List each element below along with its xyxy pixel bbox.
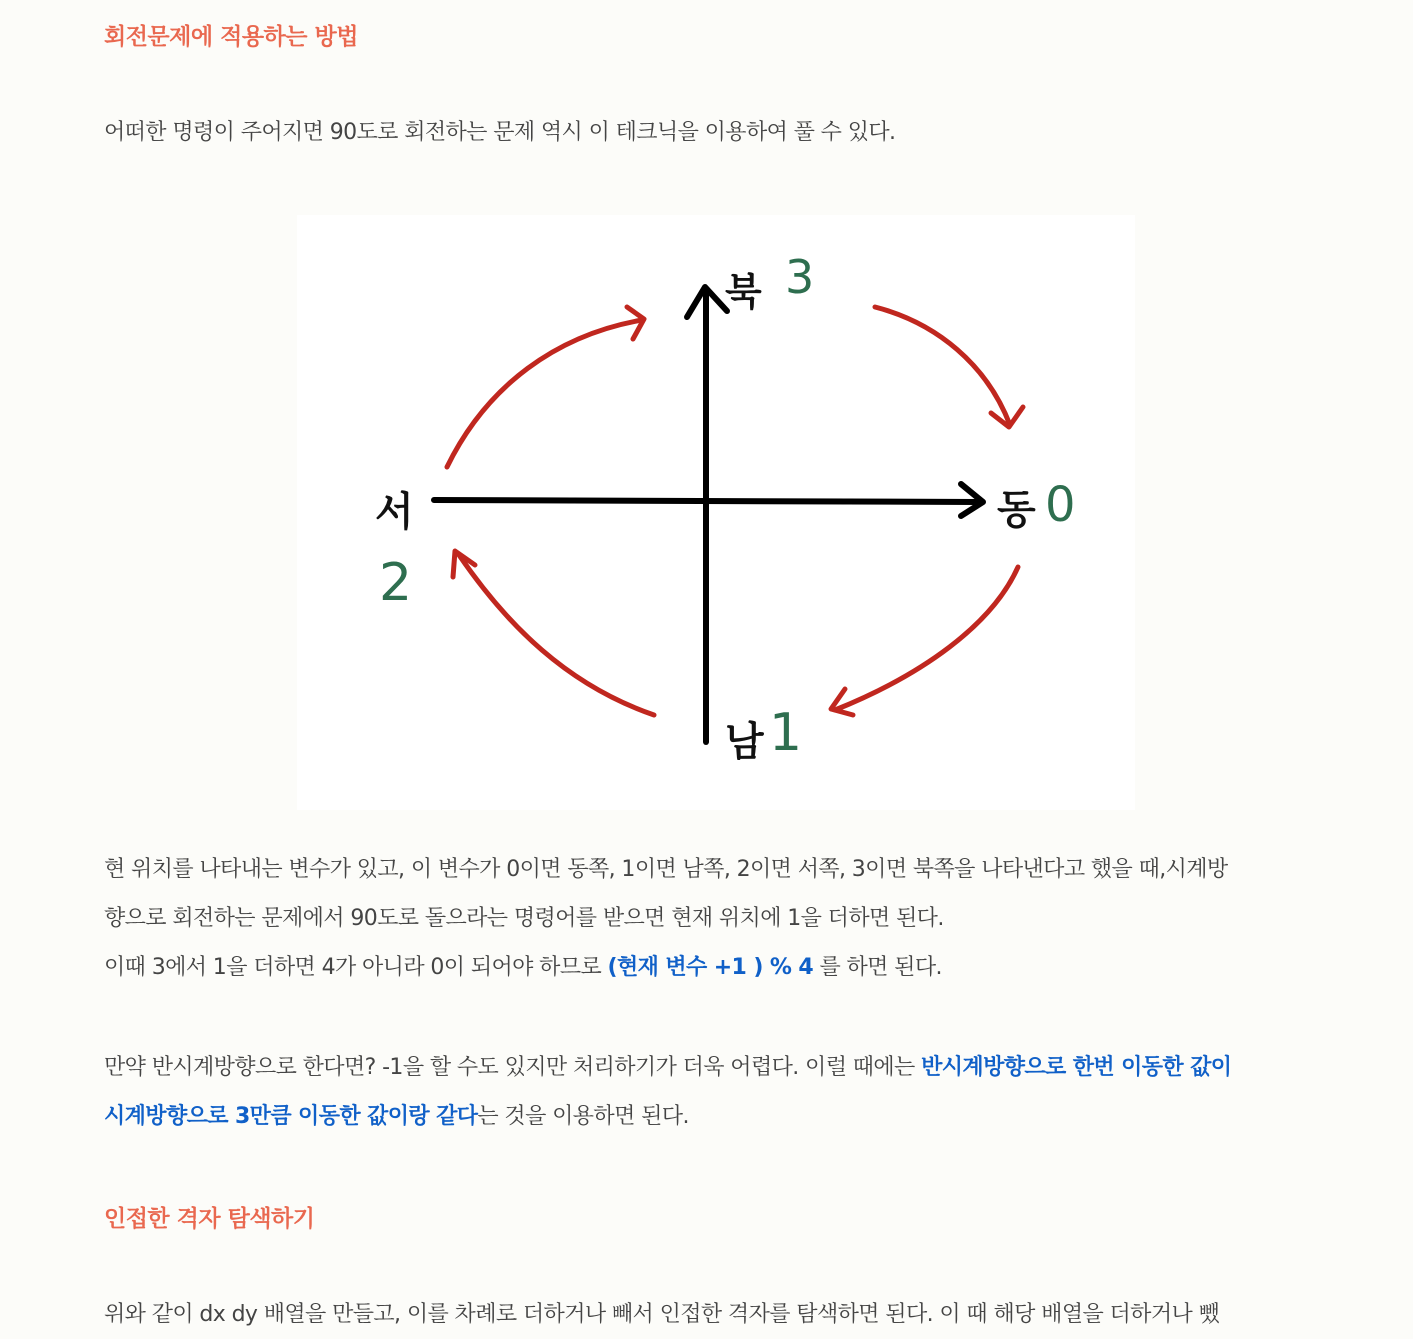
east-label: 동 [997,487,1036,533]
north-number: 3 [785,250,815,304]
arrow-south-to-west [459,555,654,715]
rotation-heading: 회전문제에 적용하는 방법 [104,24,358,50]
west-label: 서 [375,489,414,535]
arrow-east-to-south [835,567,1018,710]
modulo-formula: (현재 변수 +1 ) % 4 [607,955,814,980]
paragraph-1-line-3-text: 이때 3에서 1을 더하면 4가 아니라 0이 되어야 하므로 [104,955,608,980]
east-number: 0 [1045,477,1076,533]
compass-diagram [297,215,1135,810]
compass-svg [297,215,1135,810]
paragraph-2-line-1-text: 만약 반시계방향으로 한다면? -1을 할 수도 있지만 처리하기가 더욱 어렵다. 이럴 때에는 [104,1055,922,1080]
arrow-north-to-east [875,307,1010,425]
paragraph-1-line-3 [104,943,942,992]
paragraph-1-line-1: 현 위치를 나타내는 변수가 있고, 이 변수가 0이면 동쪽, 1이면 남쪽, 2이면 서쪽, 3이면 북쪽을 나타낸다고 했을 때,시계방 [104,857,1228,882]
paragraph-1-line-3-end: 를 하면 된다. [813,955,942,980]
paragraph-1-line-2: 향으로 회전하는 문제에서 90도로 돌으라는 명령어를 받으면 현재 위치에 1을 더하면 된다. [104,906,944,931]
rotation-intro: 어떠한 명령이 주어지면 90도로 회전하는 문제 역시 이 테크닉을 이용하여 풀 수 있다. [104,120,896,145]
paragraph-2-line-2 [104,1092,689,1141]
arrow-west-to-north [447,320,642,467]
counterclockwise-highlight: 반시계방향으로 한번 이동한 값이 [921,1055,1232,1080]
horizontal-axis [434,500,977,502]
north-label: 북 [725,270,762,314]
west-number: 2 [379,553,413,613]
clockwise-highlight: 시계방향으로 3만큼 이동한 값이랑 같다 [104,1104,478,1129]
adjacent-grid-heading: 인접한 격자 탐색하기 [104,1206,315,1232]
paragraph-2-line-2-text: 는 것을 이용하면 된다. [477,1104,689,1129]
south-label: 남 [725,719,764,765]
paragraph-3-line-1: 위와 같이 dx dy 배열을 만들고, 이를 차례로 더하거나 빼서 인접한 격자를 탐색하면 된다. 이 때 해당 배열을 더하거나 뺐 [104,1302,1220,1327]
south-number: 1 [769,703,803,763]
paragraph-2-line-1 [104,1043,1231,1092]
